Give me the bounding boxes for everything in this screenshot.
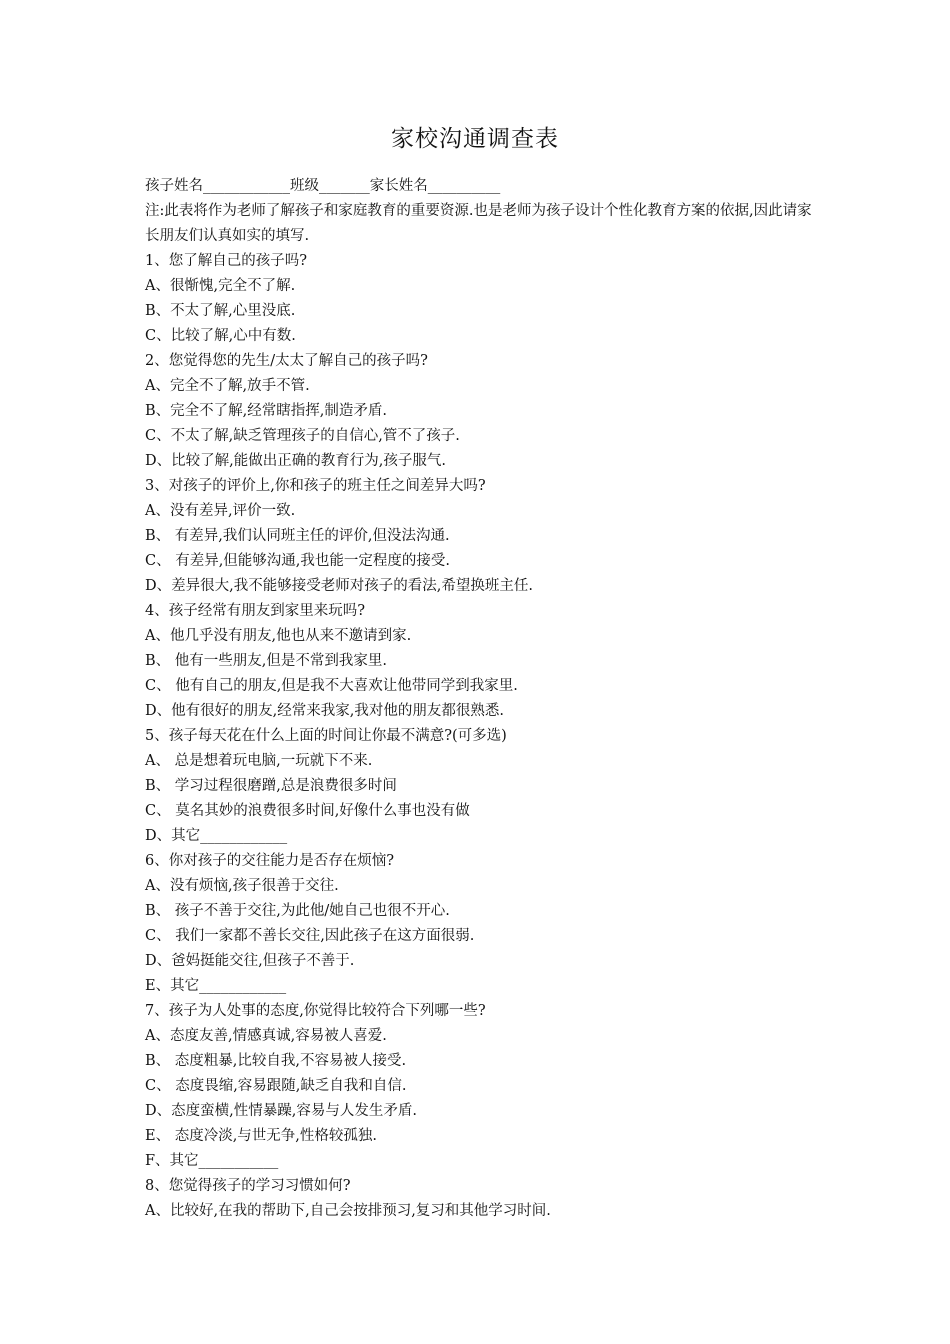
question-1-option-b: B、不太了解,心里没底.: [145, 303, 296, 319]
question-5-option-a: A、 总是想着玩电脑,一玩就下不来.: [145, 753, 373, 769]
question-3-option-d: D、差异很大,我不能够接受老师对孩子的看法,希望换班主任.: [145, 578, 533, 594]
question-8: 8、您觉得孩子的学习习惯如何?: [145, 1178, 351, 1194]
question-6-option-e: E、其它____________: [145, 978, 287, 994]
question-3-option-c: C、 有差异,但能够沟通,我也能一定程度的接受.: [145, 553, 451, 569]
question-4-option-b: B、 他有一些朋友,但是不常到我家里.: [145, 653, 387, 669]
question-6-option-d: D、爸妈挺能交往,但孩子不善于.: [145, 953, 355, 969]
question-1-option-c: C、比较了解,心中有数.: [145, 328, 296, 344]
survey-body: [145, 174, 815, 1224]
question-5-option-b: B、 学习过程很磨蹭,总是浪费很多时间: [145, 778, 397, 794]
header-fields-line: 孩子姓名____________班级_______家长姓名__________: [145, 178, 501, 194]
question-7-option-d: D、态度蛮横,性情暴躁,容易与人发生矛盾.: [145, 1103, 417, 1119]
question-4-option-a: A、他几乎没有朋友,他也从来不邀请到家.: [145, 628, 412, 644]
question-5-option-d: D、其它____________: [145, 828, 288, 844]
question-4-option-c: C、 他有自己的朋友,但是我不大喜欢让他带同学到我家里.: [145, 678, 518, 694]
question-2-option-b: B、完全不了解,经常瞎指挥,制造矛盾.: [145, 403, 387, 419]
question-6: 6、你对孩子的交往能力是否存在烦恼?: [145, 853, 394, 869]
question-1: 1、您了解自己的孩子吗?: [145, 253, 307, 269]
question-7-option-c: C、 态度畏缩,容易跟随,缺乏自我和自信.: [145, 1078, 407, 1094]
question-8-option-a: A、比较好,在我的帮助下,自己会按排预习,复习和其他学习时间.: [145, 1203, 551, 1219]
question-7-option-b: B、 态度粗暴,比较自我,不容易被人接受.: [145, 1053, 407, 1069]
question-2: 2、您觉得您的先生/太太了解自己的孩子吗?: [145, 353, 428, 369]
question-2-option-d: D、比较了解,能做出正确的教育行为,孩子服气.: [145, 453, 446, 469]
intro-note: 注:此表将作为老师了解孩子和家庭教育的重要资源.也是老师为孩子设计个性化教育方案的依据,因此请家长朋友们认真如实的填写.: [145, 203, 812, 244]
question-3-option-a: A、没有差异,评价一致.: [145, 503, 296, 519]
question-6-option-a: A、没有烦恼,孩子很善于交往.: [145, 878, 339, 894]
question-4: 4、孩子经常有朋友到家里来玩吗?: [145, 603, 365, 619]
question-3: 3、对孩子的评价上,你和孩子的班主任之间差异大吗?: [145, 478, 486, 494]
question-2-option-a: A、完全不了解,放手不管.: [145, 378, 310, 394]
question-7-option-e: E、 态度冷淡,与世无争,性格较孤独.: [145, 1128, 378, 1144]
question-5-option-c: C、 莫名其妙的浪费很多时间,好像什么事也没有做: [145, 803, 470, 819]
question-3-option-b: B、 有差异,我们认同班主任的评价,但没法沟通.: [145, 528, 450, 544]
question-7-option-f: F、其它___________: [145, 1153, 279, 1169]
question-5: 5、孩子每天花在什么上面的时间让你最不满意?(可多选): [145, 728, 507, 744]
question-1-option-a: A、很惭愧,完全不了解.: [145, 278, 296, 294]
page-title: 家校沟通调查表: [391, 126, 559, 152]
question-2-option-c: C、不太了解,缺乏管理孩子的自信心,管不了孩子.: [145, 428, 460, 444]
question-7: 7、孩子为人处事的态度,你觉得比较符合下列哪一些?: [145, 1003, 486, 1019]
question-6-option-b: B、 孩子不善于交往,为此他/她自己也很不开心.: [145, 903, 450, 919]
question-7-option-a: A、态度友善,情感真诚,容易被人喜爱.: [145, 1028, 387, 1044]
question-6-option-c: C、 我们一家都不善长交往,因此孩子在这方面很弱.: [145, 928, 475, 944]
question-4-option-d: D、他有很好的朋友,经常来我家,我对他的朋友都很熟悉.: [145, 703, 504, 719]
